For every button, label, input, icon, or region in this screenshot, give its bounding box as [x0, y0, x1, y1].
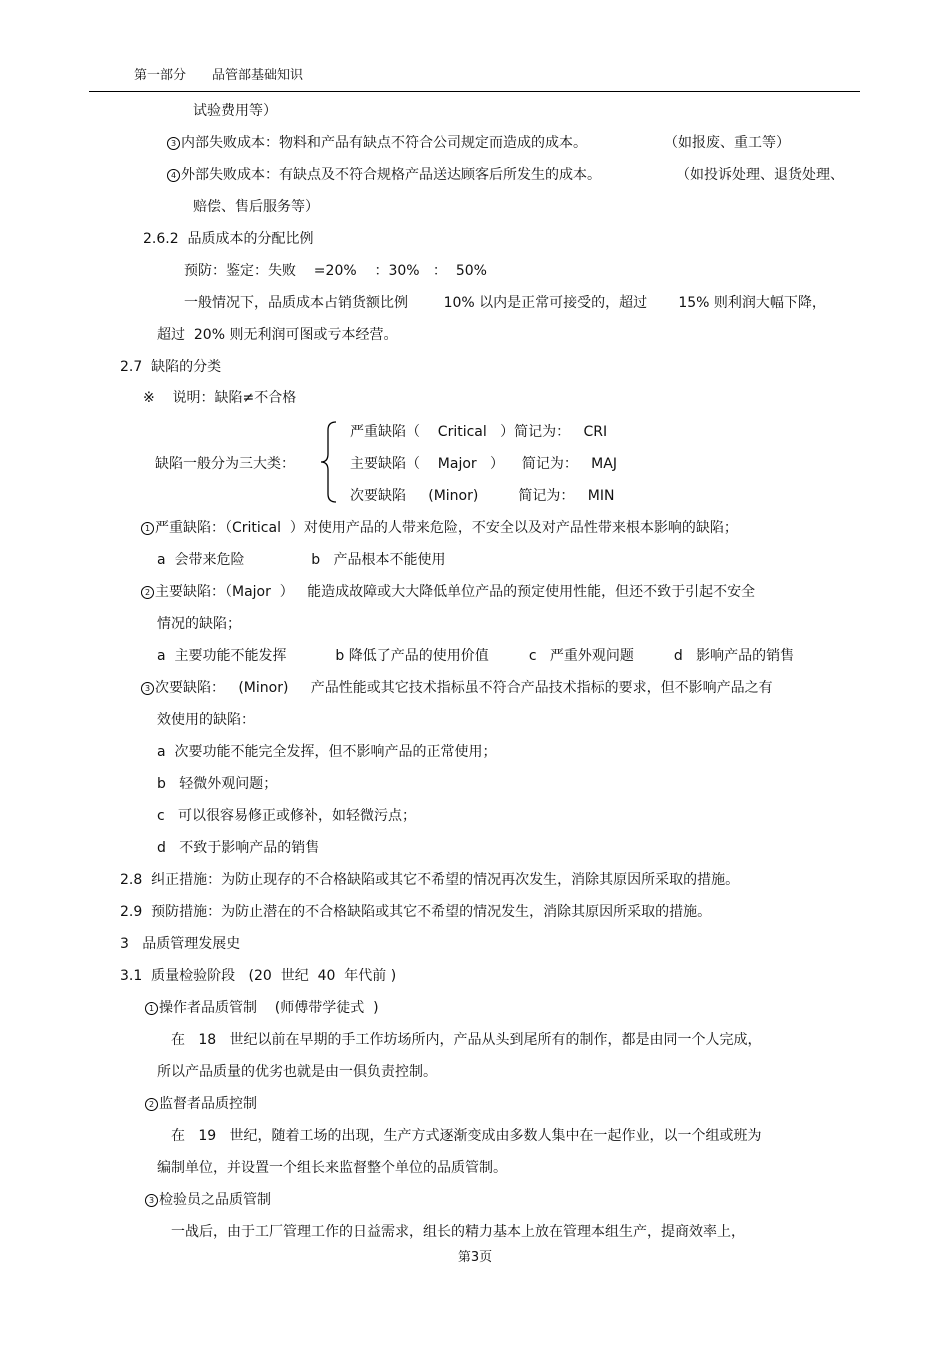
circled-number: 4 [167, 169, 180, 182]
list-item-minor [141, 678, 773, 698]
section-heading: 2.7 缺陷的分类 [120, 359, 222, 375]
text-line: 次要缺陷： (Minor) 产品性能或其它技术指标虽不符合产品技术指标的要求，但不影响产品之有 [155, 680, 773, 696]
text-line: 预防：鉴定：失败 =20% ：30% ： 50% [184, 263, 487, 279]
circled-number: 3 [145, 1194, 158, 1207]
list-item-operator [145, 998, 379, 1018]
section-heading: 3 品质管理发展史 [120, 936, 241, 952]
circled-number: 2 [145, 1098, 158, 1111]
text-line: a 会带来危险 b 产品根本不能使用 [157, 552, 446, 568]
text-line: 严重缺陷：（Critical ）对使用产品的人带来危险，不安全以及对产品性带来根本影响的缺陷； [155, 520, 738, 536]
text-line: 效使用的缺陷： [157, 712, 255, 728]
text-line: 编制单位，并设置一个组长来监督整个单位的品质管制。 [157, 1160, 507, 1176]
list-item-inspector [145, 1190, 271, 1210]
circled-number: 2 [141, 586, 154, 599]
defect-class-intro: 缺陷一般分为三大类： [155, 456, 295, 472]
defect-class-minor: 次要缺陷 (Minor) 简记为： MIN [350, 488, 615, 504]
text-line: 赔偿、售后服务等） [193, 199, 319, 215]
circled-number: 3 [141, 682, 154, 695]
text-line: 在 18 世纪以前在早期的手工作坊场所内，产品从头到尾所有的制作，都是由同一个人完成， [171, 1032, 762, 1048]
text-line: （如报废、重工等） [664, 135, 790, 151]
text-line: ※ 说明：缺陷≠不合格 [143, 390, 297, 406]
defect-class-major: 主要缺陷（ Major ） 简记为： MAJ [350, 456, 617, 472]
header-part: 第一部分 [134, 68, 187, 83]
section-heading: 2.9 预防措施：为防止潜在的不合格缺陷或其它不希望的情况发生，消除其原因所采取的措施。 [120, 904, 712, 920]
text-line: 内部失败成本：物料和产品有缺点不符合公司规定而造成的成本。 [181, 135, 587, 151]
text-line: 试验费用等） [193, 103, 277, 119]
text-line: 在 19 世纪，随着工场的出现，生产方式逐渐变成由多数人集中在一起作业，以一个组或班为 [171, 1128, 762, 1144]
list-item-internal-failure [167, 133, 587, 153]
text-line: 操作者品质管制 (师傅带学徒式 ) [159, 1000, 379, 1016]
list-item-external-failure [167, 165, 601, 185]
text-line: 一战后，由于工厂管理工作的日益需求，组长的精力基本上放在管理本组生产，提商效率上， [171, 1224, 745, 1240]
text-line: 主要缺陷：（Major ） 能造成故障或大大降低单位产品的预定使用性能，但还不致于引起不安全 [155, 584, 756, 600]
text-line: d 不致于影响产品的销售 [157, 840, 320, 856]
section-heading: 3.1 质量检验阶段 (20 世纪 40 年代前 ) [120, 968, 397, 984]
page-number: 第3页 [457, 1250, 493, 1265]
section-heading: 2.8 纠正措施：为防止现存的不合格缺陷或其它不希望的情况再次发生，消除其原因所采取的措施。 [120, 872, 740, 888]
text-line: 外部失败成本：有缺点及不符合规格产品送达顾客后所发生的成本。 [181, 167, 601, 183]
text-line: 超过 20% 则无利润可图或亏本经营。 [157, 327, 398, 343]
text-line: 所以产品质量的优劣也就是由一俱负责控制。 [157, 1064, 437, 1080]
list-item-major [141, 582, 755, 602]
defect-class-critical: 严重缺陷（ Critical ）简记为： CRI [350, 424, 608, 440]
header-rule [89, 91, 860, 92]
list-item-supervisor [145, 1094, 257, 1114]
text-line: （如投诉处理、退货处理、 [676, 167, 844, 183]
text-line: 一般情况下，品质成本占销货额比例 10% 以内是正常可接受的，超过 15% 则利润大幅下降， [184, 295, 826, 311]
header-title: 品管部基础知识 [212, 68, 304, 83]
text-line: 情况的缺陷； [157, 616, 241, 632]
text-line: 检验员之品质管制 [159, 1192, 271, 1208]
section-heading: 2.6.2 品质成本的分配比例 [143, 231, 314, 247]
text-line: a 次要功能不能完全发挥，但不影响产品的正常使用； [157, 744, 497, 760]
text-line: a 主要功能不能发挥 b 降低了产品的使用价值 c 严重外观问题 d 影响产品的销售 [157, 648, 795, 664]
curly-brace-icon [318, 420, 340, 504]
list-item-critical [141, 518, 738, 538]
text-line: b 轻微外观问题； [157, 776, 278, 792]
circled-number: 1 [145, 1002, 158, 1015]
text-line: c 可以很容易修正或修补，如轻微污点； [157, 808, 417, 824]
text-line: 监督者品质控制 [159, 1096, 257, 1112]
circled-number: 1 [141, 522, 154, 535]
circled-number: 3 [167, 137, 180, 150]
